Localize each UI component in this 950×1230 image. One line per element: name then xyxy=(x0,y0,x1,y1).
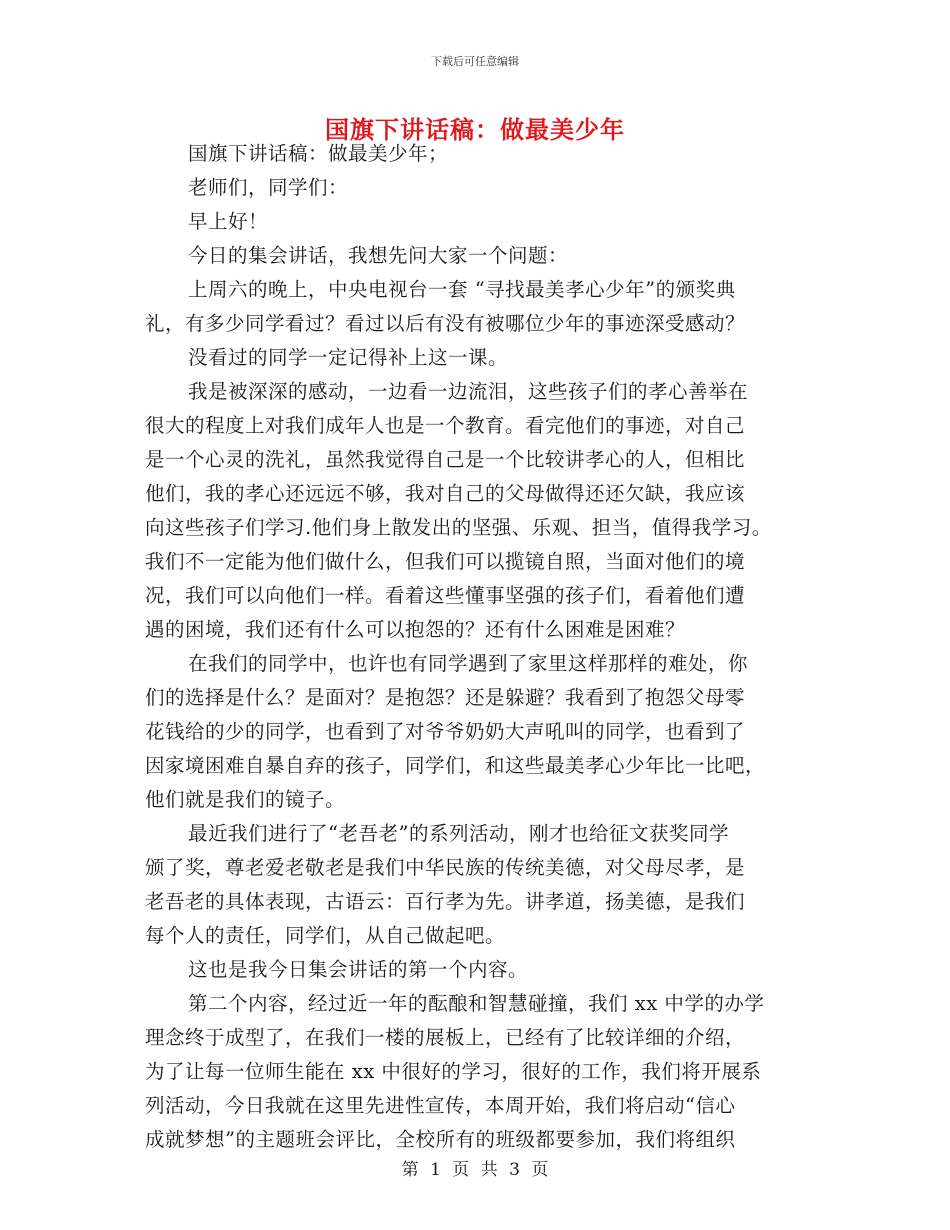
body-line: 他们，我的孝心还远远不够，我对自己的父母做得还还欠缺，我应该 xyxy=(145,482,746,505)
body-line: 早上好！ xyxy=(188,210,269,233)
body-line: 遇的困境，我们还有什么可以抱怨的？还有什么困难是困难？ xyxy=(145,618,686,641)
header-note: 下载后可任意编辑 xyxy=(431,55,519,68)
body-line: 礼，有多少同学看过？看过以后有没有被哪位少年的事迹深受感动？ xyxy=(145,312,746,335)
body-line: 最近我们进行了“老吾老”的系列活动，刚才也给征文获奖同学 xyxy=(188,822,729,845)
page-footer: 第 1 页 共 3 页 xyxy=(401,1160,549,1180)
body-line: 今日的集会讲话，我想先问大家一个问题： xyxy=(188,244,569,267)
body-line: 况，我们可以向他们一样。看着这些懂事坚强的孩子们，看着他们遭 xyxy=(145,584,746,607)
body-line: 是一个心灵的洗礼，虽然我觉得自己是一个比较讲孝心的人，但相比 xyxy=(145,448,746,471)
body-line: 我是被深深的感动，一边看一边流泪，这些孩子们的孝心善举在 xyxy=(188,380,749,403)
body-line: 很大的程度上对我们成年人也是一个教育。看完他们的事迹，对自己 xyxy=(145,414,746,437)
body-line: 每个人的责任，同学们，从自己做起吧。 xyxy=(145,924,506,947)
body-line: 因家境困难自暴自弃的孩子，同学们，和这些最美孝心少年比一比吧， xyxy=(145,754,766,777)
body-line: 理念终于成型了，在我们一楼的展板上，已经有了比较详细的介绍， xyxy=(145,1026,746,1049)
body-line: 老吾老的具体表现，古语云：百行孝为先。讲孝道，扬美德，是我们 xyxy=(145,890,746,913)
body-line: 在我们的同学中，也许也有同学遇到了家里这样那样的难处，你 xyxy=(188,652,749,675)
body-line: 们的选择是什么？是面对？是抱怨？还是躲避？我看到了抱怨父母零 xyxy=(145,686,746,709)
body-line: 没看过的同学一定记得补上这一课。 xyxy=(188,346,509,369)
body-line: 花钱给的少的同学，也看到了对爷爷奶奶大声吼叫的同学，也看到了 xyxy=(145,720,746,743)
body-line: 上周六的晚上，中央电视台一套 “寻找最美孝心少年”的颁奖典 xyxy=(188,278,736,301)
body-line: 成就梦想”的主题班会评比，全校所有的班级都要参加，我们将组织 xyxy=(145,1128,736,1151)
body-line: 他们就是我们的镜子。 xyxy=(145,788,346,811)
document-title: 国旗下讲话稿：做最美少年 xyxy=(325,115,625,144)
body-line: 这也是我今日集会讲话的第一个内容。 xyxy=(188,958,529,981)
body-line: 第二个内容，经过近一年的酝酿和智慧碰撞，我们 xx 中学的办学 xyxy=(188,992,765,1015)
body-line: 老师们，同学们： xyxy=(188,176,349,199)
body-line: 列活动，今日我就在这里先进性宣传，本周开始，我们将启动“信心 xyxy=(145,1094,736,1117)
body-line: 颁了奖，尊老爱老敬老是我们中华民族的传统美德，对父母尽孝，是 xyxy=(145,856,746,879)
body-line: 国旗下讲话稿：做最美少年； xyxy=(188,142,449,165)
body-line: 为了让每一位师生能在 xx 中很好的学习，很好的工作，我们将开展系 xyxy=(145,1060,762,1083)
body-line: 向这些孩子们学习.他们身上散发出的坚强、乐观、担当，值得我学习。 xyxy=(145,516,772,539)
document-body xyxy=(145,137,825,1157)
body-line: 我们不一定能为他们做什么，但我们可以揽镜自照，当面对他们的境 xyxy=(145,550,746,573)
